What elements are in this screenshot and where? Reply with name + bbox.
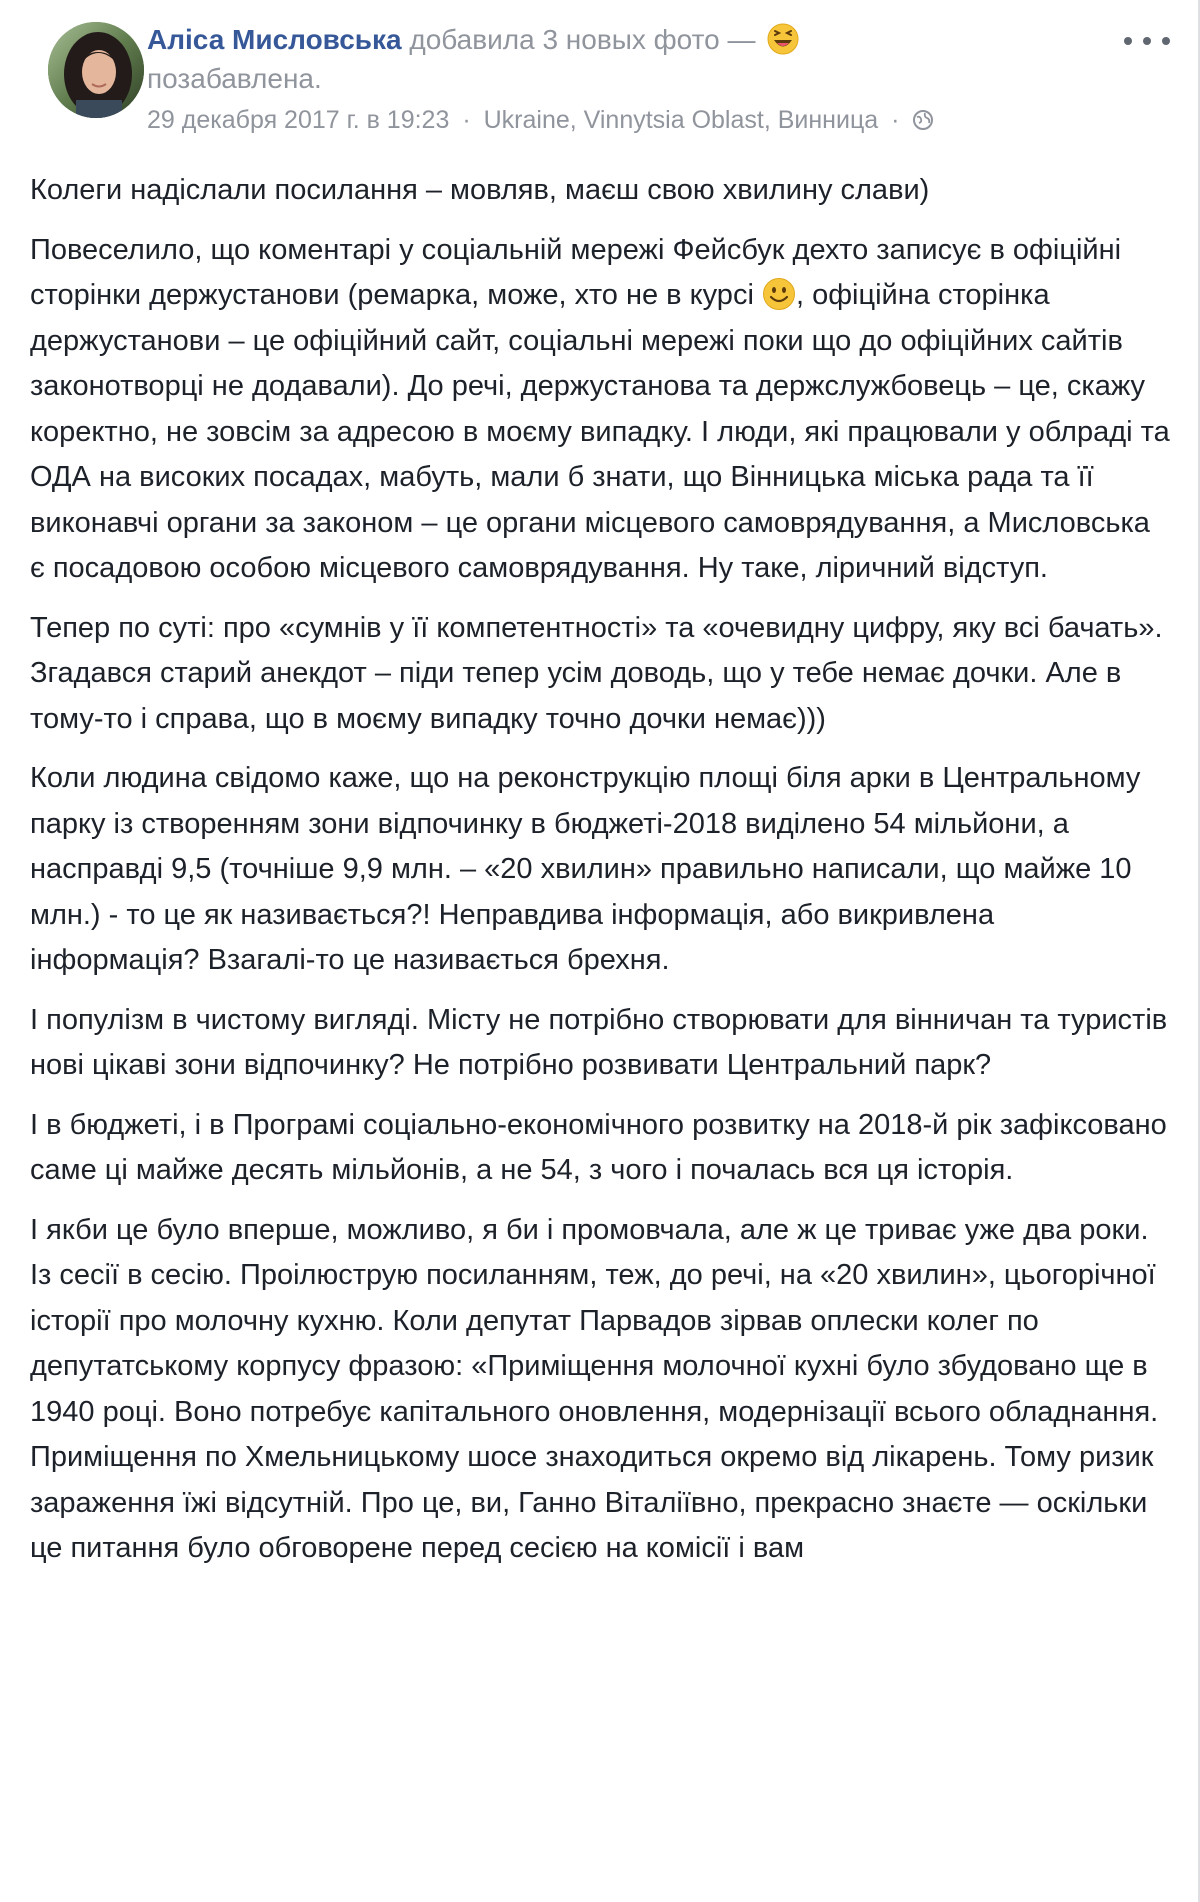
post-paragraph-7: І якби це було вперше, можливо, я би і промовчала, але ж це триває уже два роки. Із сесії в сесію. Проілюструю посиланням, теж, до речі, на «20 хвилин», цьогорічної історії про молочну кухню. Коли депутат Парвадов зірвав оплески колег по депутатському корпусу фразою: «Приміщення молочної кухні було збудовано ще в 1940 році. Воно потребує капітального оновлення, модернізації всього обладнання. Приміщення по Хмельницькому шосе знаходиться окремо від лікарень. Тому ризик зараження їжі відсутній. Про це, ви, Ганно Віталіївно, прекрасно знаєте — оскільки це питання було обговорене перед сесією на комісії і вам [30, 1213, 1159, 1564]
post-paragraph-5: І популізм в чистому вигляді. Місту не потрібно створювати для вінничан та туристів нові цікаві зони відпочинку? Не потрібно розвивати Центральний парк? [30, 1003, 1168, 1081]
post-header-text [147, 20, 1087, 138]
more-dot [1124, 37, 1132, 45]
post-body [30, 168, 1170, 1586]
more-dot [1143, 37, 1151, 45]
more-dot [1162, 37, 1170, 45]
post-timestamp-link[interactable]: 29 декабря 2017 г. в 19:23 [147, 106, 450, 134]
meta-separator: · [891, 106, 900, 134]
paragraph-text: , офіційна сторінка держустанови – це офіційний сайт, соціальні мережі поки що до офіційних сайтів законотворці не додавали). До речі, держустанова та держслужбовець – це, скажу коректно, не зовсім за адресою в моєму випадку. І люди, які працювали у облраді та ОДА на високих посадах, мабуть, мали б знати, що Вінницька міська рада та її виконавчі органи за законом – це органи місцевого самоврядування, а Мисловська є посадовою особою місцевого самоврядування. Ну таке, ліричний відступ. [30, 279, 1170, 584]
more-options-icon[interactable] [1124, 26, 1170, 56]
feeling-text: позабавлена. [147, 63, 322, 94]
post-meta [147, 102, 1087, 138]
globe-icon[interactable] [912, 109, 934, 131]
paragraph-text: Повеселило, що коментарі у соціальній мережі Фейсбук дехто записує в офіційні сторінки держустанови (ремарка, може, хто не в курсі [30, 233, 1122, 311]
smile-emoji-icon [762, 277, 796, 311]
post-paragraph-1: Колеги надіслали посилання – мовляв, маєш свою хвилину слави) [30, 174, 930, 206]
post-title-line [147, 20, 1087, 60]
post-paragraph-4: Коли людина свідомо каже, що на реконструкцію площі біля арки в Центральному парку із створенням зони відпочинку в бюджеті-2018 виділено 54 мільйони, а насправді 9,5 (точніше 9,9 млн. – «20 хвилин» правильно написали, що майже 10 млн.) - то це як називається?! Неправдива інформація, або викривлена інформація? Взагалі-то це називається брехня. [30, 762, 1141, 976]
meta-separator: · [462, 106, 471, 134]
author-name-link[interactable]: Аліса Мисловська [147, 24, 402, 55]
author-avatar[interactable] [48, 22, 144, 118]
post-paragraph-6: І в бюджеті, і в Програмі соціально-економічного розвитку на 2018-й рік зафіксовано саме ці майже десять мільйонів, а не 54, з чого і почалась вся ця історія. [30, 1108, 1167, 1186]
post-paragraph-3: Тепер по суті: про «сумнів у її компетентності» та «очевидну цифру, яку всі бачать». Згадався старий анекдот – піди тепер усім доводь, що у тебе немає дочки. Але в тому-то і справа, що в моєму випадку точно дочки немає))) [30, 611, 1163, 735]
post-location-link[interactable]: Ukraine, Vinnytsia Oblast, Винница [483, 106, 879, 134]
post-header [30, 20, 1170, 150]
avatar-image [48, 22, 144, 118]
post-paragraph-2 [30, 228, 1170, 592]
laughing-emoji-icon [767, 23, 799, 55]
post-action-text: добавила 3 новых фото — [409, 24, 756, 55]
